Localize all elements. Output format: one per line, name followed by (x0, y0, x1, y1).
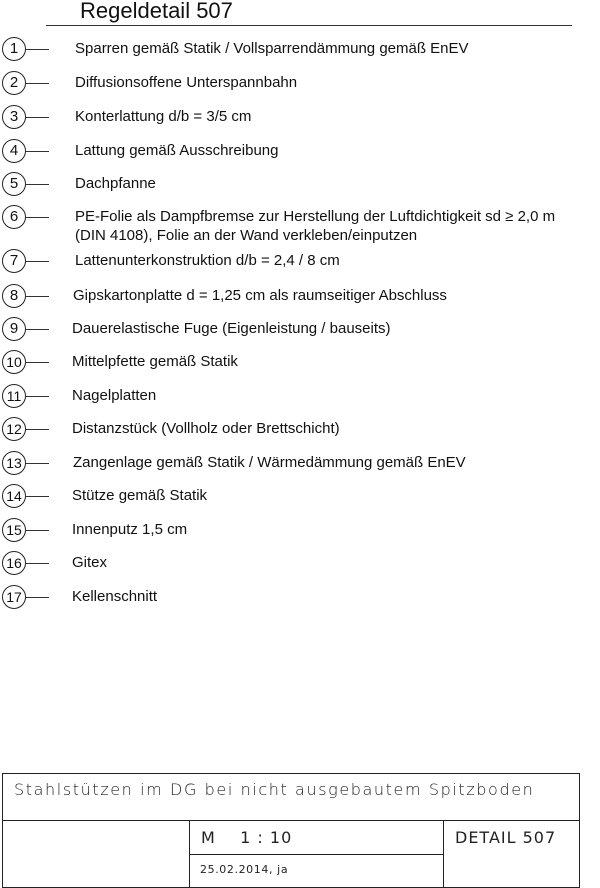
legend-number-marker: 16 (2, 551, 26, 575)
legend-item (0, 585, 600, 615)
legend-item-label: Diffusionsoffene Unterspannbahn (75, 74, 298, 91)
legend-item (0, 384, 600, 414)
legend-item-text (75, 141, 278, 160)
legend-item-label: Konterlattung d/b = 3/5 cm (75, 108, 252, 125)
title-block-divider (3, 820, 579, 821)
leader-line (26, 83, 49, 84)
legend-number-marker: 12 (2, 417, 26, 441)
legend-item-text (72, 419, 340, 438)
legend-item (0, 172, 600, 202)
legend-item-text (72, 553, 107, 572)
legend-item-text (72, 587, 157, 606)
legend-item-text (72, 486, 207, 505)
title-block (2, 773, 580, 888)
title-block-description: Stahlstützen im DG bei nicht ausgebautem Spitzboden (14, 780, 535, 799)
legend-number-marker: 17 (2, 585, 26, 609)
title-underline (46, 25, 572, 26)
legend-item-label: PE-Folie als Dampfbremse zur Herstellung der Luftdichtigkeit sd ≥ 2,0 m (75, 208, 556, 225)
leader-line (26, 117, 49, 118)
legend-item-label: Dachpfanne (75, 175, 156, 192)
legend-item-text (75, 251, 340, 270)
legend-item-label: Lattung gemäß Ausschreibung (75, 142, 279, 159)
legend-number-marker: 4 (2, 139, 26, 163)
legend-item-label: Stütze gemäß Statik (72, 487, 208, 504)
legend-number-marker: 5 (2, 172, 26, 196)
leader-line (26, 296, 49, 297)
legend-item-text (75, 73, 297, 92)
legend-item-label: Nagelplatten (72, 387, 157, 404)
legend-item-text (73, 453, 466, 472)
legend-item-label: Distanzstück (Vollholz oder Brettschicht) (72, 420, 340, 437)
legend-item (0, 284, 600, 314)
legend-number-marker: 3 (2, 105, 26, 129)
leader-line (26, 329, 49, 330)
leader-line (26, 530, 49, 531)
legend-item-label: Dauerelastische Fuge (Eigenleistung / bauseits) (72, 320, 391, 337)
title-block-date: 25.02.2014, ja (200, 863, 289, 876)
legend-item-text (72, 319, 391, 338)
title-block-divider (443, 820, 444, 888)
legend-number-marker: 1 (2, 37, 26, 61)
leader-line (26, 563, 49, 564)
legend-item (0, 451, 600, 481)
legend-item-label-line2: (DIN 4108), Folie an der Wand verkleben/einputzen (75, 227, 418, 244)
leader-line (26, 463, 49, 464)
legend-item-label: Kellenschnitt (72, 588, 158, 605)
legend-item (0, 350, 600, 380)
legend-item (0, 205, 600, 244)
legend-item-label: Mittelpfette gemäß Statik (72, 353, 238, 370)
legend-number-marker: 14 (2, 484, 26, 508)
leader-line (26, 49, 49, 50)
leader-line (26, 217, 49, 218)
legend-item (0, 551, 600, 581)
legend-item (0, 518, 600, 548)
legend-item-label: Gitex (72, 554, 108, 571)
legend-item (0, 105, 600, 135)
title-block-scale: M 1 : 10 (201, 828, 293, 847)
title-block-divider (189, 820, 190, 888)
legend-item (0, 484, 600, 514)
legend-item (0, 71, 600, 101)
leader-line (26, 496, 49, 497)
legend-item-label: Lattenunterkonstruktion d/b = 2,4 / 8 cm (75, 252, 340, 269)
legend-item (0, 317, 600, 347)
title-block-divider (189, 854, 443, 855)
legend-item-label: Sparren gemäß Statik / Vollsparrendämmung gemäß EnEV (75, 40, 469, 57)
legend-item-text (75, 207, 555, 245)
leader-line (26, 429, 49, 430)
leader-line (26, 396, 49, 397)
legend-number-marker: 13 (2, 451, 26, 475)
legend-item (0, 249, 600, 279)
legend-item-label: Zangenlage gemäß Statik / Wärmedämmung gemäß EnEV (73, 454, 466, 471)
legend-item-text (72, 520, 187, 539)
legend-item-text (72, 352, 238, 371)
legend-item (0, 417, 600, 447)
legend-item-text (72, 386, 156, 405)
leader-line (26, 184, 49, 185)
legend-number-marker: 15 (2, 518, 26, 542)
legend-number-marker: 2 (2, 71, 26, 95)
title-block-detail-number: DETAIL 507 (455, 828, 557, 847)
legend-item-text (73, 286, 447, 305)
legend-number-marker: 6 (2, 205, 26, 229)
legend-item (0, 37, 600, 67)
legend-item (0, 139, 600, 169)
leader-line (26, 151, 49, 152)
legend-number-marker: 10 (2, 350, 26, 374)
legend-item-text (75, 174, 156, 193)
leader-line (26, 261, 49, 262)
legend-number-marker: 11 (2, 384, 26, 408)
legend-item-label: Gipskartonplatte d = 1,25 cm als raumseitiger Abschluss (73, 287, 447, 304)
legend-item-label: Innenputz 1,5 cm (72, 521, 188, 538)
leader-line (26, 362, 49, 363)
legend-number-marker: 7 (2, 249, 26, 273)
legend-number-marker: 9 (2, 317, 26, 341)
legend-item-text (75, 39, 469, 58)
leader-line (26, 597, 49, 598)
page-title: Regeldetail 507 (80, 0, 233, 23)
legend-item-text (75, 107, 251, 126)
legend-number-marker: 8 (2, 284, 26, 308)
